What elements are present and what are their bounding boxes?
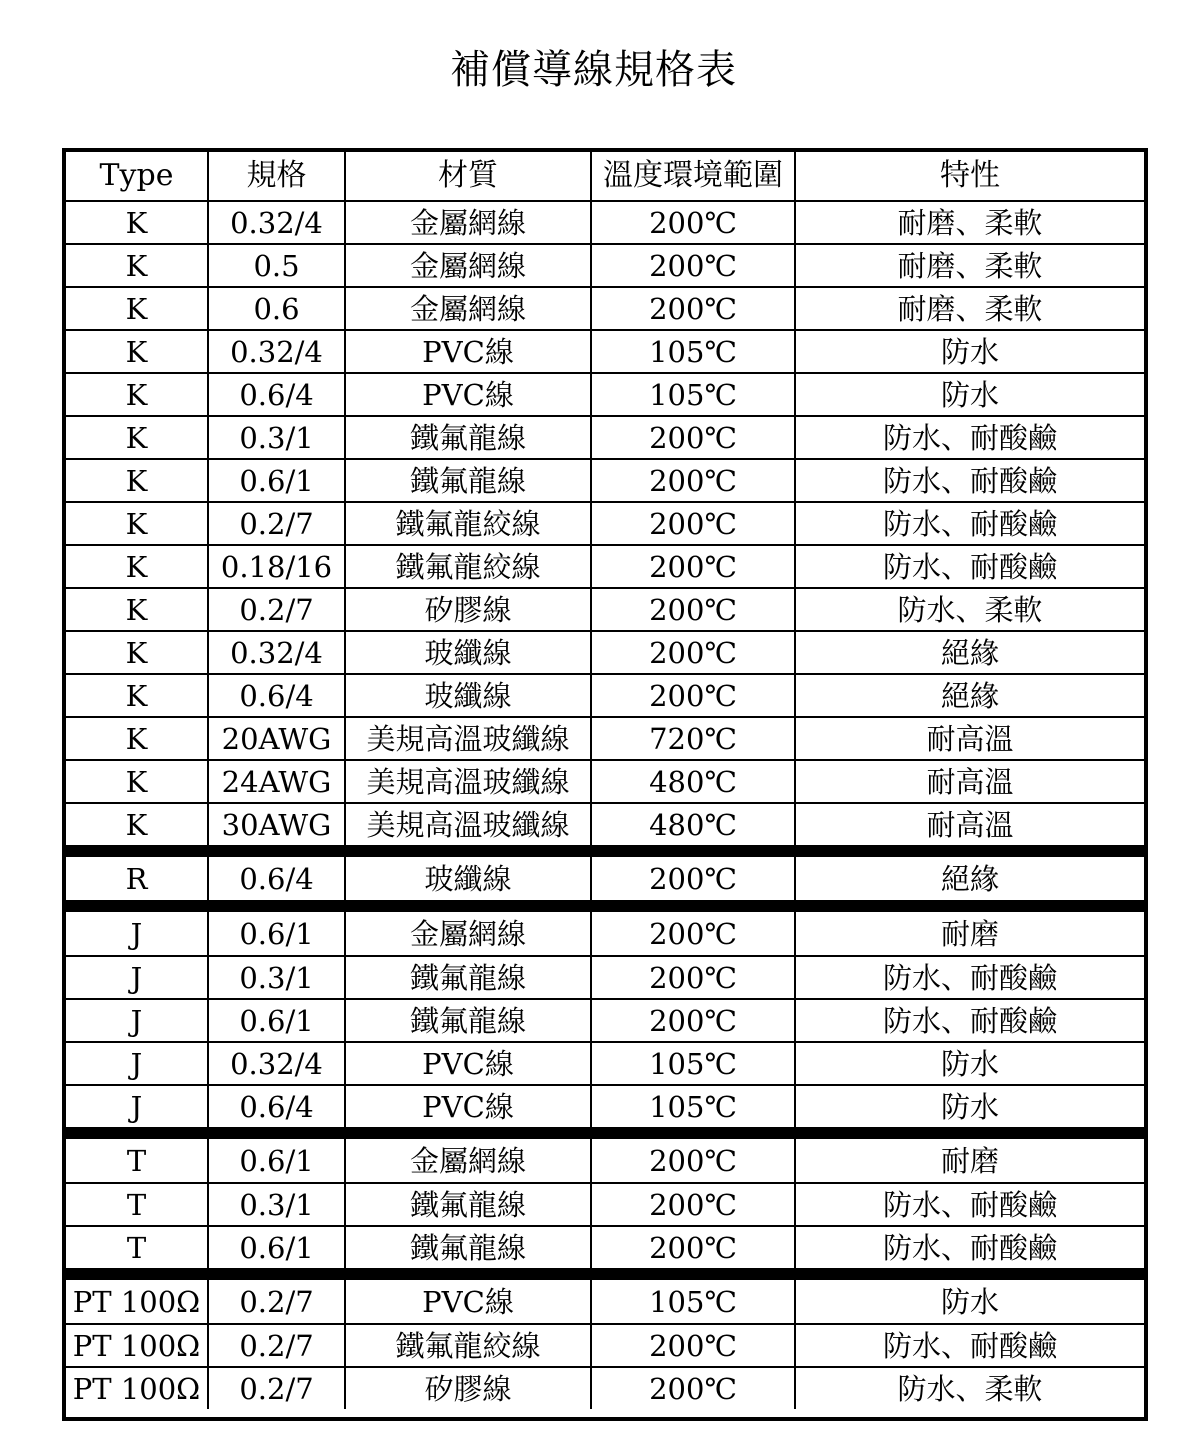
spec-cell: 0.6/4 — [208, 1085, 345, 1133]
properties-cell: 耐高溫 — [795, 717, 1144, 760]
properties-cell: 防水、耐酸鹼 — [795, 1183, 1144, 1226]
spec-cell: 0.6/4 — [208, 674, 345, 717]
temperature-cell: 200℃ — [591, 416, 795, 459]
properties-cell: 耐高溫 — [795, 760, 1144, 803]
properties-cell: 防水、柔軟 — [795, 588, 1144, 631]
temperature-cell: 200℃ — [591, 459, 795, 502]
type-cell: T — [66, 1226, 208, 1274]
type-cell: K — [66, 588, 208, 631]
table-row — [66, 373, 1144, 416]
spec-cell: 0.6/1 — [208, 1133, 345, 1183]
type-cell: T — [66, 1183, 208, 1226]
type-cell: K — [66, 330, 208, 373]
temperature-cell: 105℃ — [591, 373, 795, 416]
properties-cell: 防水、耐酸鹼 — [795, 956, 1144, 999]
material-cell: 鐵氟龍絞線 — [345, 1324, 591, 1367]
table-row — [66, 588, 1144, 631]
material-cell: 玻纖線 — [345, 851, 591, 906]
material-cell: 玻纖線 — [345, 674, 591, 717]
type-cell: J — [66, 906, 208, 956]
spec-cell: 0.18/16 — [208, 545, 345, 588]
material-cell: 金屬網線 — [345, 287, 591, 330]
spec-cell: 0.32/4 — [208, 201, 345, 244]
type-cell: PT 100Ω — [66, 1274, 208, 1324]
temperature-cell: 200℃ — [591, 1324, 795, 1367]
properties-cell: 防水、耐酸鹼 — [795, 1226, 1144, 1274]
temperature-cell: 105℃ — [591, 1042, 795, 1085]
material-cell: 美規高溫玻纖線 — [345, 803, 591, 851]
type-cell: K — [66, 373, 208, 416]
table-row — [66, 287, 1144, 330]
spec-cell: 0.32/4 — [208, 330, 345, 373]
type-cell: K — [66, 674, 208, 717]
table-row — [66, 999, 1144, 1042]
table-row — [66, 717, 1144, 760]
type-cell: PT 100Ω — [66, 1324, 208, 1367]
spec-cell: 0.6/1 — [208, 1226, 345, 1274]
type-cell: K — [66, 416, 208, 459]
temperature-cell: 105℃ — [591, 1085, 795, 1133]
temperature-cell: 200℃ — [591, 1183, 795, 1226]
type-cell: K — [66, 459, 208, 502]
properties-cell: 絕緣 — [795, 631, 1144, 674]
spec-cell: 0.6/1 — [208, 999, 345, 1042]
spec-cell: 0.2/7 — [208, 502, 345, 545]
spec-cell: 0.6/4 — [208, 851, 345, 906]
material-cell: 金屬網線 — [345, 1133, 591, 1183]
properties-cell: 防水、耐酸鹼 — [795, 502, 1144, 545]
properties-cell: 耐磨、柔軟 — [795, 287, 1144, 330]
spec-cell: 0.32/4 — [208, 631, 345, 674]
material-cell: 鐵氟龍絞線 — [345, 502, 591, 545]
temperature-cell: 105℃ — [591, 330, 795, 373]
type-cell: K — [66, 201, 208, 244]
properties-cell: 防水 — [795, 1042, 1144, 1085]
properties-cell: 耐高溫 — [795, 803, 1144, 851]
material-cell: PVC線 — [345, 1042, 591, 1085]
header-material: 材質 — [345, 152, 591, 201]
temperature-cell: 480℃ — [591, 760, 795, 803]
type-cell: J — [66, 956, 208, 999]
temperature-cell: 200℃ — [591, 588, 795, 631]
properties-cell: 耐磨 — [795, 1133, 1144, 1183]
type-cell: K — [66, 803, 208, 851]
type-cell: K — [66, 717, 208, 760]
table-row — [66, 1226, 1144, 1274]
properties-cell: 防水 — [795, 330, 1144, 373]
table-row — [66, 459, 1144, 502]
type-cell: J — [66, 999, 208, 1042]
table-row — [66, 201, 1144, 244]
spec-cell: 0.6/4 — [208, 373, 345, 416]
material-cell: 金屬網線 — [345, 244, 591, 287]
properties-cell: 防水、耐酸鹼 — [795, 545, 1144, 588]
temperature-cell: 105℃ — [591, 1274, 795, 1324]
page-title: 補償導線規格表 — [450, 47, 737, 93]
properties-cell: 耐磨、柔軟 — [795, 244, 1144, 287]
temperature-cell: 200℃ — [591, 545, 795, 588]
table-row — [66, 1274, 1144, 1324]
properties-cell: 絕緣 — [795, 851, 1144, 906]
table-row — [66, 416, 1144, 459]
table-row — [66, 545, 1144, 588]
spec-cell: 0.6 — [208, 287, 345, 330]
material-cell: 矽膠線 — [345, 588, 591, 631]
spec-cell: 24AWG — [208, 760, 345, 803]
properties-cell: 防水、柔軟 — [795, 1367, 1144, 1409]
spec-cell: 0.3/1 — [208, 1183, 345, 1226]
temperature-cell: 480℃ — [591, 803, 795, 851]
header-temperature-range: 溫度環境範圍 — [591, 152, 795, 201]
properties-cell: 耐磨、柔軟 — [795, 201, 1144, 244]
table-header-row — [66, 152, 1144, 201]
temperature-cell: 200℃ — [591, 502, 795, 545]
type-cell: K — [66, 287, 208, 330]
spec-cell: 0.6/1 — [208, 906, 345, 956]
spec-table-frame — [62, 148, 1148, 1421]
temperature-cell: 720℃ — [591, 717, 795, 760]
table-row — [66, 330, 1144, 373]
material-cell: 鐵氟龍線 — [345, 1226, 591, 1274]
material-cell: 金屬網線 — [345, 201, 591, 244]
table-row — [66, 906, 1144, 956]
properties-cell: 防水 — [795, 373, 1144, 416]
spec-cell: 0.2/7 — [208, 1274, 345, 1324]
material-cell: PVC線 — [345, 373, 591, 416]
material-cell: 鐵氟龍線 — [345, 416, 591, 459]
table-row — [66, 502, 1144, 545]
material-cell: 鐵氟龍絞線 — [345, 545, 591, 588]
material-cell: 美規高溫玻纖線 — [345, 717, 591, 760]
spec-cell: 20AWG — [208, 717, 345, 760]
table-row — [66, 631, 1144, 674]
table-row — [66, 1367, 1144, 1409]
spec-cell: 0.6/1 — [208, 459, 345, 502]
type-cell: T — [66, 1133, 208, 1183]
temperature-cell: 200℃ — [591, 631, 795, 674]
table-row — [66, 851, 1144, 906]
type-cell: PT 100Ω — [66, 1367, 208, 1409]
header-spec: 規格 — [208, 152, 345, 201]
material-cell: 金屬網線 — [345, 906, 591, 956]
table-row — [66, 760, 1144, 803]
type-cell: K — [66, 244, 208, 287]
header-properties: 特性 — [795, 152, 1144, 201]
type-cell: R — [66, 851, 208, 906]
properties-cell: 耐磨 — [795, 906, 1144, 956]
spec-cell: 30AWG — [208, 803, 345, 851]
material-cell: 矽膠線 — [345, 1367, 591, 1409]
table-row — [66, 803, 1144, 851]
temperature-cell: 200℃ — [591, 906, 795, 956]
spec-cell: 0.32/4 — [208, 1042, 345, 1085]
type-cell: J — [66, 1042, 208, 1085]
table-row — [66, 1042, 1144, 1085]
table-row — [66, 1085, 1144, 1133]
temperature-cell: 200℃ — [591, 674, 795, 717]
material-cell: PVC線 — [345, 1274, 591, 1324]
header-type: Type — [66, 152, 208, 201]
properties-cell: 防水、耐酸鹼 — [795, 1324, 1144, 1367]
temperature-cell: 200℃ — [591, 956, 795, 999]
spec-table-body — [66, 152, 1144, 1409]
table-row — [66, 956, 1144, 999]
table-row — [66, 244, 1144, 287]
spec-cell: 0.2/7 — [208, 1367, 345, 1409]
type-cell: K — [66, 631, 208, 674]
properties-cell: 防水、耐酸鹼 — [795, 416, 1144, 459]
material-cell: 鐵氟龍線 — [345, 999, 591, 1042]
type-cell: J — [66, 1085, 208, 1133]
properties-cell: 防水、耐酸鹼 — [795, 999, 1144, 1042]
material-cell: 鐵氟龍線 — [345, 1183, 591, 1226]
properties-cell: 絕緣 — [795, 674, 1144, 717]
table-row — [66, 1183, 1144, 1226]
spec-table — [66, 152, 1144, 1409]
properties-cell: 防水、耐酸鹼 — [795, 459, 1144, 502]
material-cell: 鐵氟龍線 — [345, 459, 591, 502]
temperature-cell: 200℃ — [591, 851, 795, 906]
spec-cell: 0.3/1 — [208, 956, 345, 999]
material-cell: PVC線 — [345, 330, 591, 373]
temperature-cell: 200℃ — [591, 1367, 795, 1409]
spec-cell: 0.5 — [208, 244, 345, 287]
properties-cell: 防水 — [795, 1274, 1144, 1324]
type-cell: K — [66, 545, 208, 588]
properties-cell: 防水 — [795, 1085, 1144, 1133]
material-cell: 玻纖線 — [345, 631, 591, 674]
table-row — [66, 674, 1144, 717]
material-cell: PVC線 — [345, 1085, 591, 1133]
spec-cell: 0.2/7 — [208, 1324, 345, 1367]
temperature-cell: 200℃ — [591, 999, 795, 1042]
material-cell: 鐵氟龍線 — [345, 956, 591, 999]
type-cell: K — [66, 502, 208, 545]
temperature-cell: 200℃ — [591, 1133, 795, 1183]
temperature-cell: 200℃ — [591, 287, 795, 330]
temperature-cell: 200℃ — [591, 1226, 795, 1274]
material-cell: 美規高溫玻纖線 — [345, 760, 591, 803]
table-row — [66, 1324, 1144, 1367]
temperature-cell: 200℃ — [591, 244, 795, 287]
temperature-cell: 200℃ — [591, 201, 795, 244]
type-cell: K — [66, 760, 208, 803]
spec-cell: 0.2/7 — [208, 588, 345, 631]
spec-cell: 0.3/1 — [208, 416, 345, 459]
table-row — [66, 1133, 1144, 1183]
